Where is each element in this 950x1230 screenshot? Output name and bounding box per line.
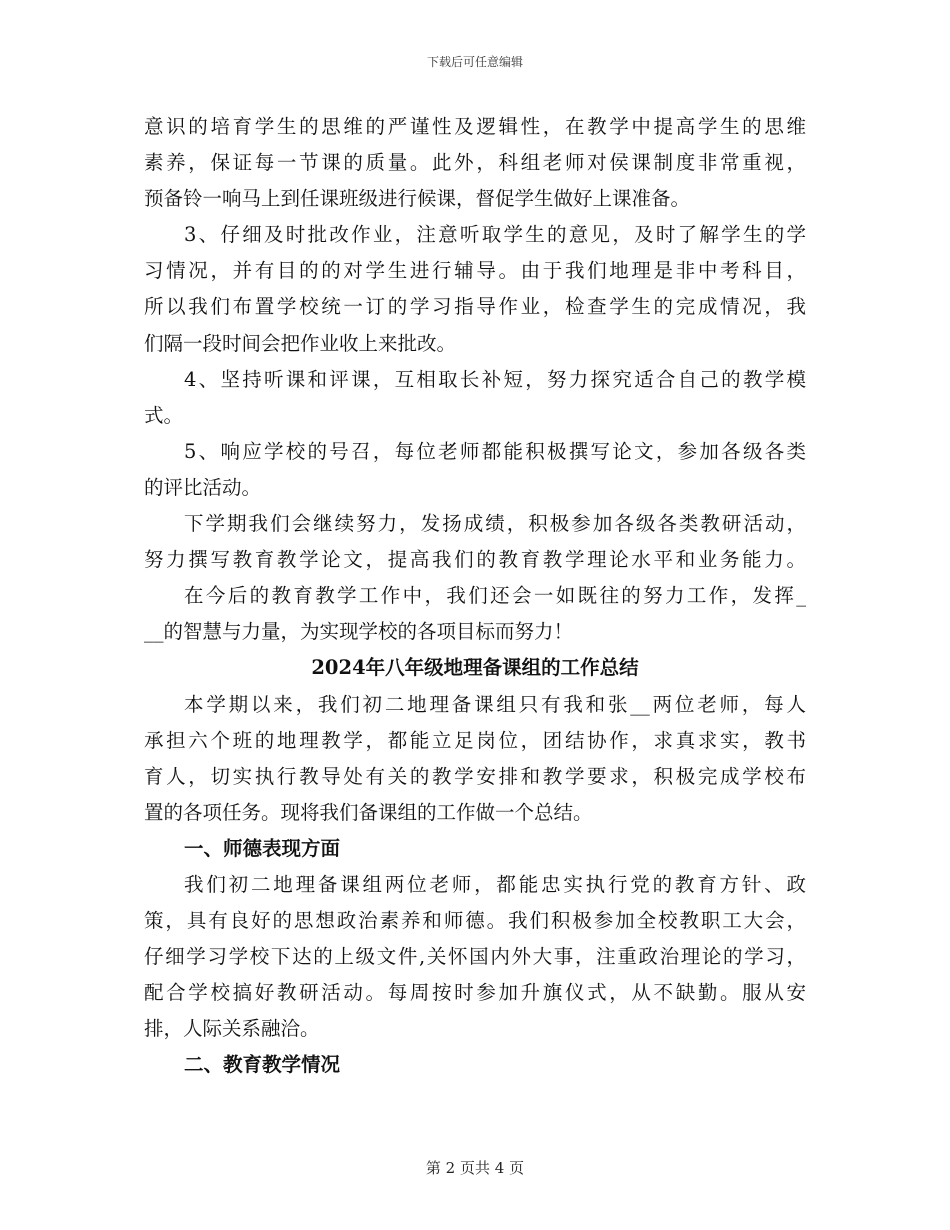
paragraph-line: 育人，切实执行教导处有关的教学安排和教学要求，积极完成学校布	[144, 764, 806, 788]
paragraph-line: 排，人际关系融洽。	[144, 1017, 320, 1041]
paragraph-line: __的智慧与力量，为实现学校的各项目标而努力！	[144, 620, 574, 644]
paragraph-line: 我们初二地理备课组两位老师，都能忠实执行党的教育方针、政	[184, 872, 806, 896]
paragraph-line: 预备铃一响马上到任课班级进行候课，督促学生做好上课准备。	[144, 187, 691, 211]
paragraph-line: 式。	[144, 403, 184, 427]
paragraph-line: 们隔一段时间会把作业收上来批改。	[144, 331, 457, 355]
paragraph-line: 5、响应学校的号召，每位老师都能积极撰写论文，参加各级各类	[184, 439, 806, 463]
page-number: 第 2 页共 4 页	[425, 1159, 525, 1177]
paragraph-line: 配合学校搞好教研活动。每周按时参加升旗仪式，从不缺勤。服从安	[144, 981, 806, 1005]
paragraph-line: 仔细学习学校下达的上级文件,关怀国内外大事，注重政治理论的学习，	[144, 945, 806, 969]
subsection-heading: 二、教育教学情况	[184, 1053, 341, 1077]
paragraph-line: 3、仔细及时批改作业，注意听取学生的意见，及时了解学生的学	[184, 223, 806, 247]
paragraph-line: 在今后的教育教学工作中，我们还会一如既往的努力工作，发挥_	[184, 584, 806, 608]
page-header-note: 下载后可任意编辑	[426, 55, 523, 69]
section-title: 2024年八年级地理备课组的工作总结	[311, 656, 639, 680]
document-body	[144, 109, 806, 1084]
paragraph-line: 努力撰写教育教学论文，提高我们的教育教学理论水平和业务能力。	[144, 548, 806, 572]
paragraph-line: 意识的培育学生的思维的严谨性及逻辑性，在教学中提高学生的思维	[144, 115, 806, 138]
paragraph-line: 素养，保证每一节课的质量。此外，科组老师对侯课制度非常重视，	[144, 151, 806, 175]
paragraph-line: 策，具有良好的思想政治素养和师德。我们积极参加全校教职工大会，	[144, 909, 806, 933]
paragraph-line: 习情况，并有目的的对学生进行辅导。由于我们地理是非中考科目，	[144, 259, 806, 283]
paragraph-line: 的评比活动。	[144, 475, 262, 499]
paragraph-line: 所以我们布置学校统一订的学习指导作业，检查学生的完成情况，我	[144, 295, 806, 319]
paragraph-line: 置的各项任务。现将我们备课组的工作做一个总结。	[144, 800, 593, 824]
paragraph-line: 承担六个班的地理教学，都能立足岗位，团结协作，求真求实，教书	[144, 728, 806, 752]
paragraph-line: 下学期我们会继续努力，发扬成绩，积极参加各级各类教研活动，	[184, 512, 806, 536]
subsection-heading: 一、师德表现方面	[184, 836, 341, 860]
paragraph-line: 本学期以来，我们初二地理备课组只有我和张__两位老师，每人	[184, 692, 806, 716]
paragraph-line: 4、坚持听课和评课，互相取长补短，努力探究适合自己的教学模	[184, 367, 806, 391]
